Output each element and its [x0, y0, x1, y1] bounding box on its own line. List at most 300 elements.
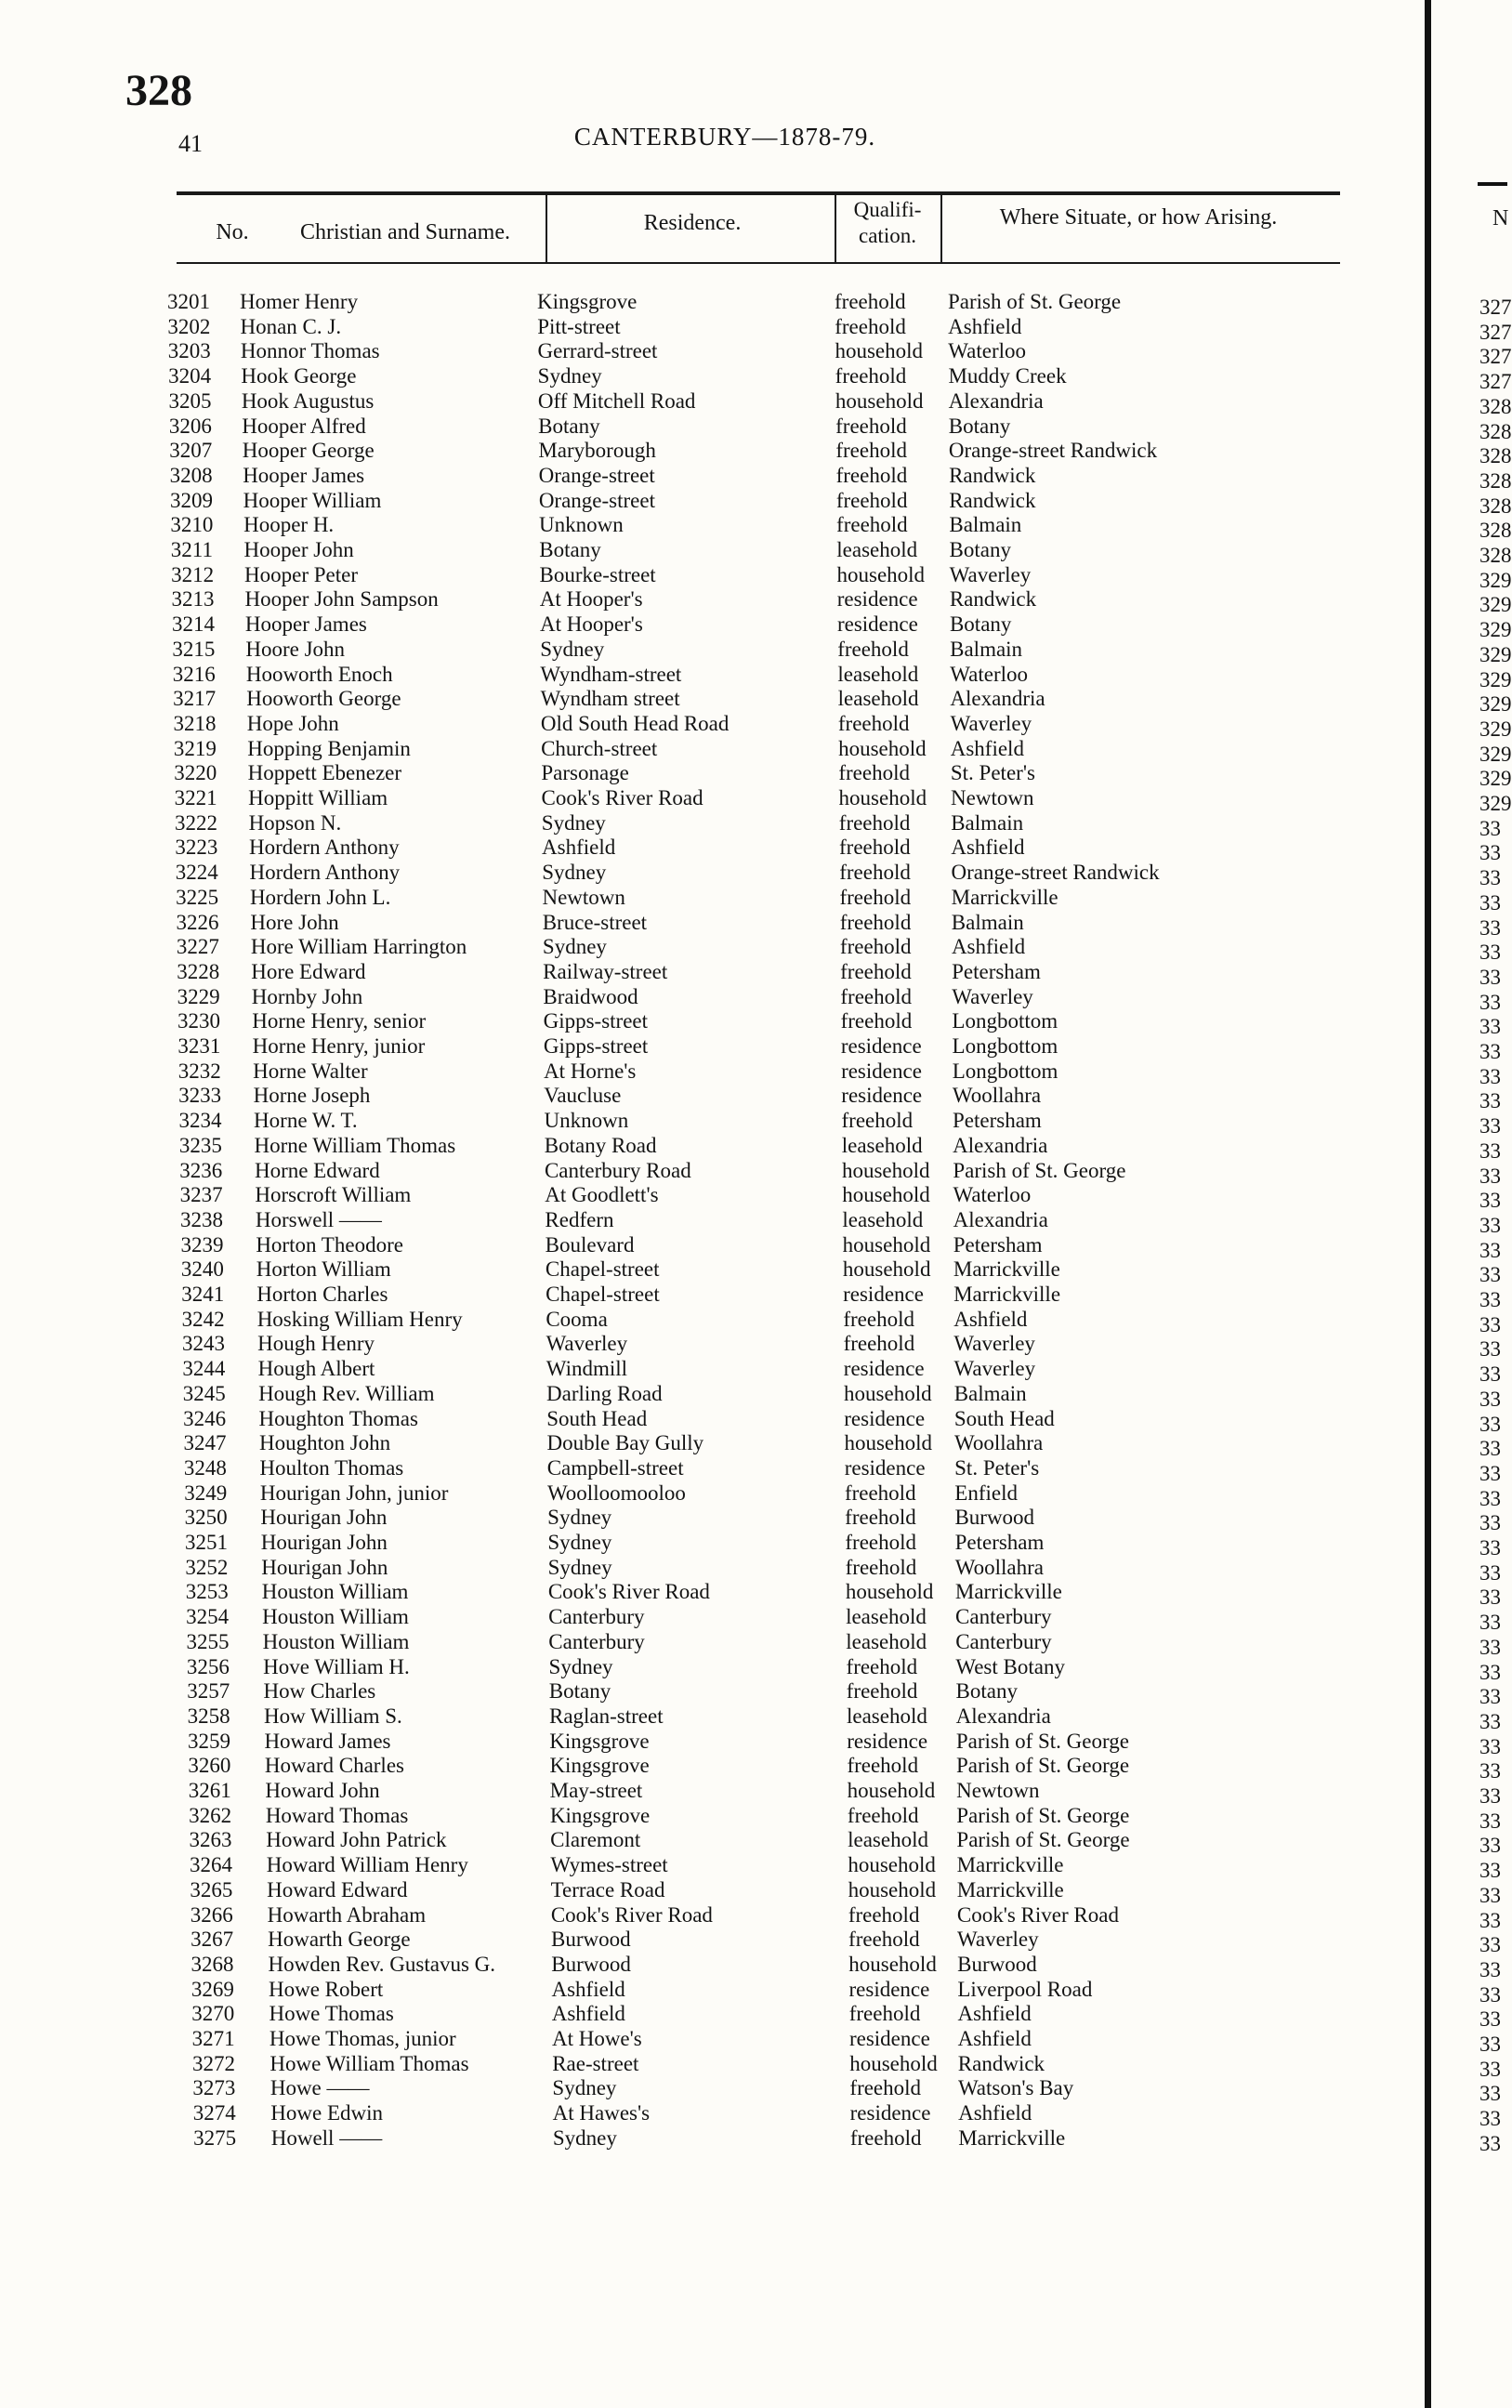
table-row — [0, 563, 1507, 587]
cell-residence: Terrace Road — [550, 1877, 665, 1901]
cell-where: Parish of St. George — [955, 1754, 1130, 1778]
cell-name: Homer Henry — [240, 290, 359, 313]
adjacent-row-number: 33 — [1479, 1288, 1501, 1311]
cell-no: 3270 — [191, 2002, 235, 2026]
cell-where: Waverley — [953, 1332, 1035, 1356]
cell-where: Balmain — [953, 1381, 1027, 1405]
cell-name: Hoore John — [245, 637, 346, 661]
cell-name: Hooper John Sampson — [244, 587, 439, 612]
cell-no: 3234 — [178, 1109, 222, 1133]
cell-where: Longbottom — [952, 1009, 1058, 1033]
table-row — [0, 836, 1507, 860]
cell-qualification: leasehold — [846, 1704, 927, 1728]
cell-residence: Railway-street — [543, 959, 668, 983]
cell-name: Hore William Harrington — [250, 935, 467, 959]
cell-no: 3209 — [170, 488, 214, 512]
table-row — [0, 1531, 1507, 1555]
cell-residence: Botany — [538, 414, 600, 438]
cell-no: 3237 — [179, 1183, 223, 1207]
cell-name: Howe Robert — [269, 1977, 384, 2001]
adjacent-row-number: 33 — [1479, 1784, 1501, 1808]
table-row — [0, 811, 1507, 836]
cell-name: Horne William Thomas — [254, 1133, 456, 1157]
cell-qualification: freehold — [835, 414, 907, 438]
table-row — [0, 2126, 1507, 2151]
cell-no: 3213 — [171, 587, 215, 612]
cell-qualification: residence — [844, 1406, 926, 1430]
cell-residence: Cooma — [546, 1307, 608, 1331]
cell-qualification: household — [844, 1381, 932, 1405]
cell-residence: Church-street — [541, 736, 658, 760]
table-row — [0, 1009, 1507, 1033]
cell-residence: Botany Road — [544, 1133, 657, 1157]
cell-no: 3208 — [169, 463, 213, 487]
table-row — [0, 1928, 1507, 1952]
adjacent-row-number: 33 — [1479, 1536, 1501, 1559]
cell-residence: Boulevard — [545, 1232, 635, 1257]
cell-where: Balmain — [951, 810, 1024, 835]
adjacent-row-number: 33 — [1479, 1412, 1501, 1436]
adjacent-row-number: 329 — [1479, 792, 1512, 815]
cell-where: Ashfield — [957, 2002, 1032, 2026]
cell-name: Howe Thomas — [269, 2002, 394, 2026]
cell-where: Alexandria — [953, 1133, 1048, 1157]
cell-residence: Gerrard-street — [537, 339, 658, 363]
cell-no: 3222 — [174, 810, 217, 835]
header-where: Where Situate, or how Arising. — [999, 205, 1278, 230]
cell-residence: Waverley — [546, 1332, 628, 1356]
cell-residence: Windmill — [546, 1357, 628, 1381]
cell-no: 3205 — [168, 388, 212, 413]
cell-no: 3241 — [181, 1283, 225, 1306]
cell-name: Hove William H. — [263, 1654, 410, 1678]
cell-no: 3215 — [172, 637, 216, 661]
adjacent-row-number: 329 — [1479, 642, 1512, 666]
cell-residence: Newtown — [542, 885, 625, 909]
cell-name: Howarth George — [268, 1928, 411, 1952]
cell-where: Parish of St. George — [955, 1729, 1129, 1753]
cell-qualification: freehold — [840, 984, 913, 1008]
adjacent-row-number: 33 — [1479, 1461, 1501, 1485]
table-row — [0, 1605, 1507, 1629]
cell-no: 3242 — [181, 1307, 225, 1331]
adjacent-row-number: 33 — [1479, 1908, 1501, 1932]
adjacent-row-number: 33 — [1479, 1809, 1501, 1833]
table-row — [0, 886, 1507, 910]
cell-qualification: freehold — [848, 1928, 920, 1952]
cell-where: Ashfield — [957, 2027, 1032, 2050]
table-row — [0, 464, 1507, 488]
cell-name: Howard Thomas — [265, 1803, 409, 1827]
cell-residence: Sydney — [552, 2076, 617, 2100]
table-row — [0, 1332, 1507, 1356]
cell-no: 3201 — [167, 290, 210, 313]
table-row — [0, 2101, 1507, 2125]
cell-no: 3238 — [180, 1207, 224, 1231]
cell-name: Hourigan John — [260, 1506, 388, 1530]
table-row — [0, 513, 1507, 537]
adjacent-row-number: 33 — [1479, 841, 1501, 865]
table-row — [0, 1456, 1507, 1480]
adjacent-row-number: 33 — [1479, 1114, 1501, 1138]
cell-qualification: freehold — [835, 314, 906, 338]
table-row — [0, 737, 1507, 761]
page-gutter-line — [1425, 0, 1431, 2408]
table-row — [0, 687, 1507, 711]
adjacent-row-number: 328 — [1479, 419, 1512, 443]
cell-residence: At Horne's — [544, 1059, 637, 1083]
cell-residence: Chapel-street — [546, 1283, 660, 1306]
cell-no: 3223 — [175, 836, 218, 860]
cell-residence: South Head — [546, 1406, 648, 1430]
table-row — [0, 1704, 1507, 1729]
cell-qualification: freehold — [838, 761, 910, 785]
cell-residence: At Hooper's — [539, 612, 643, 637]
adjacent-row-number: 33 — [1479, 2082, 1501, 2106]
table-row — [0, 861, 1507, 885]
table-row — [0, 1481, 1507, 1506]
cell-residence: Botany — [548, 1679, 611, 1704]
cell-where: Alexandria — [948, 388, 1044, 413]
table-row — [0, 1059, 1507, 1084]
table-row — [0, 1308, 1507, 1332]
cell-name: Houston William — [261, 1580, 409, 1604]
cell-name: Howarth Abraham — [267, 1902, 427, 1927]
adjacent-row-number: 33 — [1479, 1138, 1501, 1163]
cell-qualification: leasehold — [848, 1828, 928, 1852]
cell-name: Houghton Thomas — [258, 1406, 418, 1430]
table-row — [0, 1828, 1507, 1852]
cell-qualification: household — [848, 1952, 937, 1976]
cell-qualification: household — [845, 1580, 934, 1604]
cell-where: Parish of St. George — [953, 1158, 1126, 1182]
table-row — [0, 1431, 1507, 1455]
cell-qualification: freehold — [839, 836, 911, 860]
cell-qualification: household — [842, 1232, 931, 1257]
cell-residence: Sydney — [548, 1654, 613, 1678]
cell-residence: Sydney — [537, 364, 602, 388]
adjacent-row-number: 327 — [1479, 296, 1512, 319]
cell-where: Enfield — [954, 1480, 1018, 1505]
cell-qualification: residence — [849, 2101, 931, 2125]
table-row — [0, 1978, 1507, 2002]
adjacent-row-number: 329 — [1479, 692, 1512, 717]
cell-name: Horswell —— — [255, 1207, 382, 1231]
table-row — [0, 935, 1507, 959]
cell-qualification: leasehold — [846, 1629, 927, 1653]
cell-where: Parish of St. George — [956, 1803, 1130, 1827]
cell-qualification: residence — [843, 1357, 925, 1381]
cell-no: 3220 — [174, 761, 217, 785]
cell-residence: Burwood — [551, 1952, 631, 1976]
cell-no: 3225 — [176, 885, 219, 909]
cell-name: Horne Henry, senior — [252, 1009, 427, 1033]
cell-name: How Charles — [263, 1679, 376, 1704]
cell-name: Howard John — [265, 1779, 380, 1802]
cell-where: Woollahra — [953, 1431, 1044, 1455]
cell-qualification: leasehold — [837, 662, 919, 686]
cell-no: 3226 — [176, 910, 219, 934]
adjacent-row-number: 33 — [1479, 1635, 1501, 1659]
cell-qualification: freehold — [839, 910, 912, 934]
cell-where: Muddy Creek — [948, 364, 1067, 388]
adjacent-row-number: 33 — [1479, 1611, 1501, 1635]
cell-residence: Sydney — [540, 637, 605, 661]
cell-no: 3248 — [183, 1455, 227, 1480]
table-row — [0, 786, 1507, 810]
cell-name: Howard William Henry — [266, 1853, 468, 1877]
adjacent-row-number: 33 — [1479, 1362, 1501, 1387]
cell-where: Randwick — [957, 2051, 1045, 2075]
cell-no: 3221 — [174, 786, 217, 809]
cell-where: Randwick — [949, 463, 1036, 487]
cell-where: Balmain — [951, 910, 1024, 934]
table-row — [0, 2052, 1507, 2076]
cell-name: How William S. — [263, 1704, 402, 1728]
cell-name: Horton William — [256, 1257, 391, 1282]
cell-name: Horne Joseph — [253, 1084, 371, 1108]
adjacent-row-number: 33 — [1479, 1015, 1501, 1039]
cell-residence: Canterbury Road — [544, 1158, 691, 1182]
cell-qualification: freehold — [849, 2125, 922, 2150]
cell-where: Woollahra — [952, 1084, 1042, 1108]
cell-qualification: residence — [836, 587, 918, 612]
cell-where: Botany — [949, 612, 1012, 637]
table-row — [0, 1034, 1507, 1059]
cell-residence: Old South Head Road — [540, 711, 730, 735]
cell-name: Hope John — [246, 711, 339, 735]
table-row — [0, 1878, 1507, 1902]
table-row — [0, 1730, 1507, 1754]
adjacent-row-number: 328 — [1479, 444, 1512, 468]
cell-no: 3249 — [184, 1480, 228, 1505]
cell-no: 3261 — [188, 1779, 231, 1802]
cell-name: Hooper William — [243, 488, 382, 512]
cell-qualification: freehold — [841, 1109, 914, 1133]
cell-residence: Canterbury — [548, 1605, 645, 1629]
cell-no: 3264 — [189, 1853, 232, 1877]
cell-where: Cook's River Road — [956, 1902, 1119, 1927]
header-divider-3 — [940, 195, 942, 262]
page-sub-number: 41 — [178, 130, 203, 157]
adjacent-row-number: 33 — [1479, 1213, 1501, 1237]
adjacent-row-number: 33 — [1479, 816, 1501, 840]
cell-no: 3250 — [184, 1506, 228, 1530]
cell-no: 3229 — [177, 984, 220, 1008]
header-bottom-rule — [177, 262, 1340, 264]
cell-no: 3254 — [186, 1605, 230, 1629]
cell-where: Waverley — [949, 562, 1032, 586]
table-row — [0, 1779, 1507, 1803]
table-row — [0, 1233, 1507, 1257]
cell-no: 3275 — [193, 2125, 237, 2150]
cell-qualification: household — [836, 562, 926, 586]
cell-where: Orange-street Randwick — [951, 861, 1160, 885]
adjacent-row-number: 33 — [1479, 1834, 1501, 1858]
cell-residence: Sydney — [541, 810, 606, 835]
cell-no: 3227 — [176, 935, 219, 959]
cell-name: Howe —— — [270, 2076, 370, 2100]
cell-residence: Burwood — [551, 1928, 631, 1952]
table-row — [0, 339, 1507, 363]
cell-name: Hordern Anthony — [249, 836, 400, 860]
cell-name: Hooper Peter — [244, 562, 359, 586]
cell-residence: Woolloomooloo — [546, 1480, 686, 1505]
cell-name: Hourigan John — [260, 1531, 388, 1554]
cell-no: 3255 — [186, 1629, 230, 1653]
cell-where: Petersham — [953, 1109, 1042, 1133]
adjacent-row-number: 33 — [1479, 1064, 1501, 1088]
cell-name: Hordern Anthony — [249, 861, 401, 885]
cell-qualification: leasehold — [846, 1605, 927, 1629]
cell-residence: Sydney — [547, 1555, 612, 1579]
cell-residence: Campbell-street — [546, 1455, 684, 1480]
adjacent-row-number: 33 — [1479, 1040, 1501, 1063]
cell-where: Marrickville — [956, 1853, 1064, 1877]
adjacent-row-number: 33 — [1479, 2033, 1501, 2056]
table-row — [0, 2027, 1507, 2051]
cell-qualification: freehold — [835, 463, 908, 487]
cell-residence: Bruce-street — [542, 910, 648, 934]
cell-no: 3219 — [173, 736, 217, 760]
cell-qualification: freehold — [845, 1555, 917, 1579]
table-row — [0, 1804, 1507, 1828]
adjacent-row-number: 329 — [1479, 568, 1512, 592]
cell-where: Canterbury — [955, 1629, 1052, 1653]
cell-no: 3235 — [178, 1133, 222, 1157]
table-row — [0, 1754, 1507, 1778]
cell-no: 3252 — [185, 1555, 229, 1579]
adjacent-row-number: 33 — [1479, 1759, 1501, 1783]
cell-residence: Sydney — [552, 2125, 617, 2150]
cell-residence: Bourke-street — [539, 562, 656, 586]
cell-no: 3216 — [172, 662, 216, 686]
header-qualification: Qualifi- cation. — [853, 198, 922, 247]
adjacent-row-number: 33 — [1479, 1660, 1501, 1684]
cell-residence: Off Mitchell Road — [537, 388, 696, 413]
cell-residence: Orange-street — [538, 488, 655, 512]
cell-where: Newtown — [956, 1779, 1040, 1802]
cell-where: Longbottom — [952, 1059, 1058, 1083]
adjacent-row-number: 33 — [1479, 890, 1501, 915]
cell-where: Alexandria — [955, 1704, 1051, 1728]
adjacent-row-number: 33 — [1479, 1312, 1501, 1336]
cell-residence: Raglan-street — [548, 1704, 664, 1728]
cell-name: Hooper James — [243, 463, 365, 487]
cell-name: Hooper James — [244, 612, 367, 637]
adjacent-row-number: 33 — [1479, 915, 1501, 940]
cell-residence: Parsonage — [541, 761, 629, 785]
cell-where: Liverpool Road — [957, 1977, 1093, 2001]
cell-residence: Double Bay Gully — [546, 1431, 704, 1455]
adjacent-row-number: 33 — [1479, 1586, 1501, 1610]
cell-name: Horton Theodore — [256, 1232, 403, 1257]
cell-residence: Kingsgrove — [549, 1754, 650, 1778]
cell-no: 3243 — [181, 1332, 225, 1356]
cell-where: Botany — [948, 414, 1011, 438]
cell-qualification: household — [849, 2051, 938, 2075]
adjacent-row-number: 329 — [1479, 767, 1512, 791]
cell-where: St. Peter's — [950, 761, 1035, 785]
table-row — [0, 1903, 1507, 1928]
cell-qualification: residence — [841, 1059, 922, 1083]
adjacent-row-number: 327 — [1479, 345, 1512, 369]
header-no: No. — [216, 220, 249, 244]
cell-where: Ashfield — [958, 2101, 1032, 2125]
cell-qualification: residence — [848, 1977, 930, 2001]
cell-no: 3263 — [189, 1828, 232, 1852]
adjacent-row-number: 33 — [1479, 1164, 1501, 1188]
table-row — [0, 663, 1507, 687]
cell-where: Randwick — [949, 488, 1036, 512]
cell-no: 3240 — [180, 1257, 224, 1282]
table-row — [0, 1183, 1507, 1207]
adjacent-header-no: N — [1492, 206, 1509, 230]
cell-name: Hornby John — [251, 984, 363, 1008]
table-row — [0, 389, 1507, 414]
cell-qualification: freehold — [838, 810, 911, 835]
cell-residence: Sydney — [547, 1506, 612, 1530]
cell-where: Orange-street Randwick — [948, 439, 1158, 463]
cell-where: Waterloo — [950, 662, 1028, 686]
cell-name: Honnor Thomas — [240, 339, 380, 363]
adjacent-row-number: 327 — [1479, 320, 1512, 344]
cell-no: 3267 — [191, 1928, 234, 1952]
adjacent-row-number: 33 — [1479, 2131, 1501, 2155]
table-row — [0, 1084, 1507, 1108]
cell-where: Marrickville — [954, 1580, 1062, 1604]
cell-name: Hourigan John — [261, 1555, 388, 1579]
table-row — [0, 985, 1507, 1009]
cell-residence: Rae-street — [552, 2051, 639, 2075]
cell-name: Houlton Thomas — [259, 1455, 404, 1480]
cell-residence: At Goodlett's — [545, 1183, 659, 1207]
cell-no: 3253 — [185, 1580, 229, 1604]
adjacent-row-number: 328 — [1479, 493, 1512, 518]
cell-where: St. Peter's — [954, 1455, 1040, 1480]
cell-where: Ashfield — [953, 1307, 1028, 1331]
cell-qualification: freehold — [847, 1754, 919, 1778]
cell-qualification: freehold — [843, 1332, 915, 1356]
cell-name: Hooworth George — [246, 687, 401, 711]
cell-no: 3268 — [191, 1952, 234, 1976]
cell-no: 3210 — [170, 513, 214, 537]
cell-where: Longbottom — [952, 1034, 1058, 1058]
cell-qualification: freehold — [837, 711, 910, 735]
cell-residence: Sydney — [542, 861, 607, 885]
cell-no: 3272 — [191, 2051, 235, 2075]
cell-no: 3231 — [177, 1034, 221, 1058]
cell-no: 3228 — [177, 959, 220, 983]
cell-where: Waterloo — [953, 1183, 1032, 1207]
cell-where: Ashfield — [951, 935, 1026, 959]
cell-qualification: household — [848, 1877, 937, 1901]
cell-qualification: freehold — [848, 1902, 920, 1927]
cell-name: Horscroft William — [255, 1183, 412, 1207]
cell-residence: Wyndham street — [540, 687, 680, 711]
cell-qualification: household — [848, 1853, 936, 1877]
cell-where: Ashfield — [951, 836, 1025, 860]
cell-residence: Ashfield — [551, 2002, 625, 2026]
cell-residence: Gipps-street — [543, 1034, 649, 1058]
cell-name: Hooper John — [243, 538, 354, 561]
table-row — [0, 1109, 1507, 1133]
cell-name: Houston William — [262, 1629, 410, 1653]
cell-no: 3259 — [188, 1729, 231, 1753]
cell-qualification: freehold — [835, 364, 907, 388]
cell-qualification: freehold — [849, 2076, 922, 2100]
cell-no: 3273 — [192, 2076, 236, 2100]
